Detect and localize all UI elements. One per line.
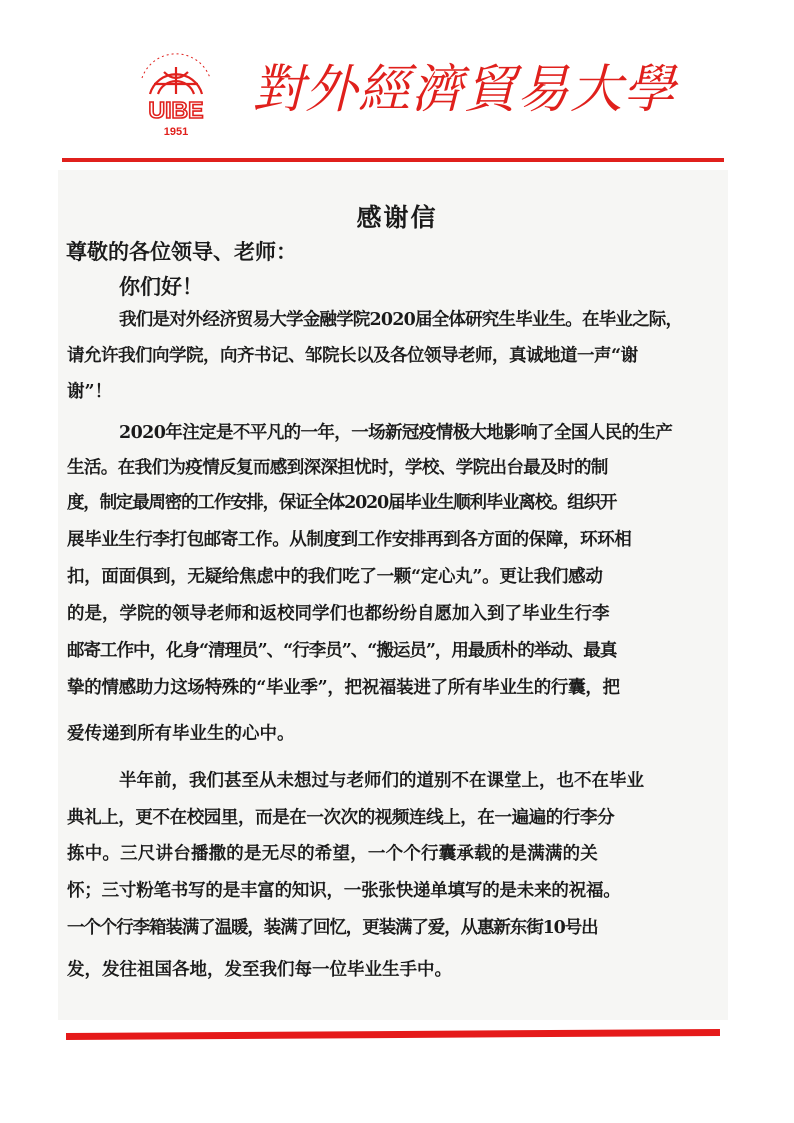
salutation: 尊敬的各位领导、老师： <box>66 239 297 264</box>
letter-line: 2020年注定是不平凡的一年，一场新冠疫情极大地影响了全国人民的生产 <box>119 423 673 443</box>
founding-year: 1951 <box>163 126 189 138</box>
letter-line: 拣中。三尺讲台播撒的是无尽的希望，一个个行囊承载的是满满的关 <box>67 844 598 864</box>
letter-line: 半年前，我们甚至从未想过与老师们的道别不在课堂上，也不在毕业 <box>119 771 644 791</box>
university-name: 對外經濟貿易大學 <box>252 60 677 120</box>
letter-line: 挚的情感助力这场特殊的“毕业季”，把祝福装进了所有毕业生的行囊，把 <box>67 678 620 698</box>
uibe-wordmark: UIBE <box>148 97 204 123</box>
letter-line: 典礼上，更不在校园里，而是在一次次的视频连线上，在一遍遍的行李分 <box>67 808 615 828</box>
letter-title: 感谢信 <box>356 203 438 232</box>
letter-line: 谢”！ <box>67 382 113 402</box>
letter-line: 爱传递到所有毕业生的心中。 <box>67 724 295 744</box>
letter-line: 展毕业生行李打包邮寄工作。从制度到工作安排再到各方面的保障，环环相 <box>67 530 632 550</box>
uibe-logo <box>128 48 224 140</box>
letter-line: 请允许我们向学院，向齐书记、邹院长以及各位领导老师，真诚地道一声“谢 <box>67 346 638 366</box>
letter-line: 扣，面面俱到，无疑给焦虑中的我们吃了一颗“定心丸”。更让我们感动 <box>67 567 603 587</box>
footer-divider <box>66 1029 720 1040</box>
letter-line: 度，制定最周密的工作安排，保证全体2020届毕业生顺利毕业离校。组织开 <box>67 493 617 513</box>
letter-line: 一个个行李箱装满了温暖，装满了回忆，更装满了爱，从惠新东街10号出 <box>67 918 598 938</box>
letter-line: 怀；三寸粉笔书写的是丰富的知识，一张张快递单填写的是未来的祝福。 <box>67 881 621 901</box>
header-divider <box>62 158 724 162</box>
letter-line: 邮寄工作中，化身“清理员”、“行李员”、“搬运员”，用最质朴的举动、最真 <box>67 641 617 661</box>
letter-line: 生活。在我们为疫情反复而感到深深担忧时，学校、学院出台最及时的制 <box>67 458 608 478</box>
letter-line: 的是，学院的领导老师和返校同学们也都纷纷自愿加入到了毕业生行李 <box>67 604 610 624</box>
letter-line: 我们是对外经济贸易大学金融学院2020届全体研究生毕业生。在毕业之际， <box>119 310 683 330</box>
letter-line: 发，发往祖国各地，发至我们每一位毕业生手中。 <box>67 960 452 980</box>
greeting: 你们好！ <box>119 274 203 299</box>
